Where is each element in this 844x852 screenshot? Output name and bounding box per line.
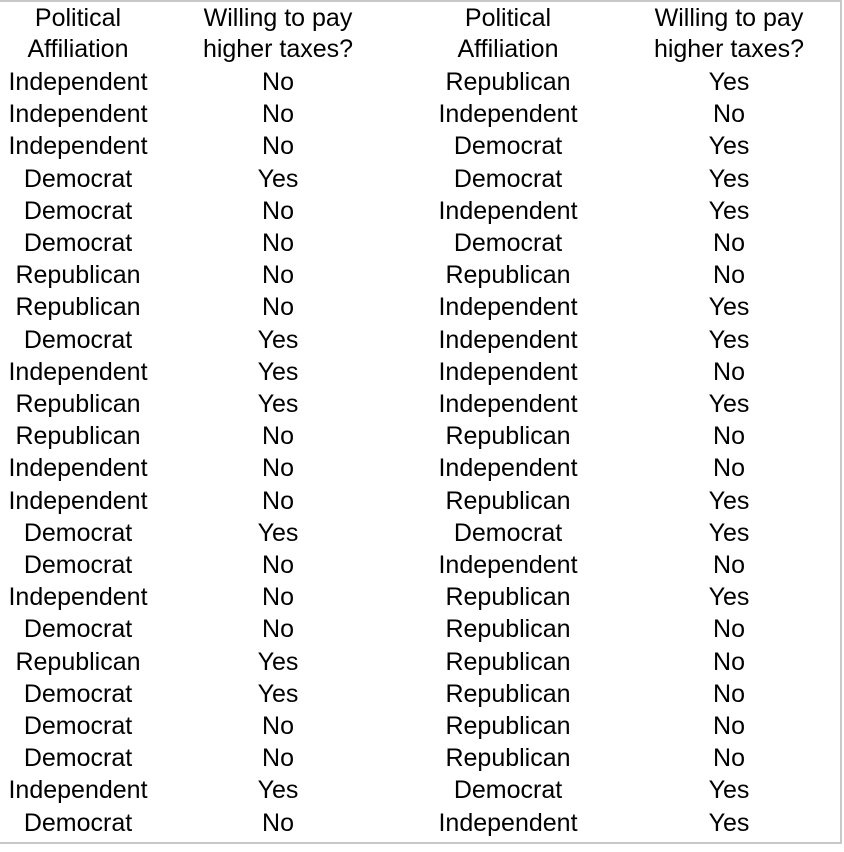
right-affiliation-cell: Independent: [438, 196, 578, 225]
left-affiliation-cell: Independent: [8, 132, 148, 161]
right-affiliation-cell: Republican: [445, 647, 571, 676]
left-taxes-cell: No: [262, 744, 294, 773]
left-affiliation-cell: Republican: [15, 390, 141, 419]
right-taxes-cell: Yes: [708, 325, 750, 354]
right-affiliation-cell: Republican: [445, 422, 571, 451]
table-row: [0, 356, 842, 388]
right-taxes-cell: Yes: [708, 132, 750, 161]
table-row: [0, 98, 842, 130]
right-taxes-cell: Yes: [708, 518, 750, 547]
left-affiliation-cell: Democrat: [23, 808, 133, 837]
header-row: [0, 2, 842, 66]
table-row: [0, 452, 842, 484]
header-line: Willing to pay: [203, 4, 353, 32]
header-line: Willing to pay: [654, 4, 804, 32]
left-taxes-cell: No: [262, 486, 294, 515]
right-affiliation-cell: Independent: [438, 325, 578, 354]
header-line: Affiliation: [27, 35, 129, 63]
header-line: Political: [464, 4, 552, 32]
table-row: [0, 774, 842, 806]
right-affiliation-cell: Independent: [438, 454, 578, 483]
left-affiliation-cell: Democrat: [23, 164, 133, 193]
right-taxes-cell: Yes: [708, 776, 750, 805]
left-affiliation-cell: Independent: [8, 486, 148, 515]
left-affiliation-cell: Independent: [8, 454, 148, 483]
right-taxes-cell: No: [713, 422, 745, 451]
left-taxes-cell: No: [262, 229, 294, 258]
right-affiliation-cell: Independent: [438, 100, 578, 129]
right-affiliation-cell: Republican: [445, 261, 571, 290]
right-taxes-cell: No: [713, 261, 745, 290]
table-row: [0, 195, 842, 227]
left-taxes-cell: Yes: [257, 164, 299, 193]
table-row: [0, 807, 842, 839]
table-row: [0, 163, 842, 195]
left-affiliation-cell: Republican: [15, 261, 141, 290]
left-affiliation-cell: Democrat: [23, 679, 133, 708]
left-affiliation-cell: Independent: [8, 68, 148, 96]
left-taxes-cell: Yes: [257, 679, 299, 708]
right-affiliation-cell: Republican: [445, 679, 571, 708]
left-taxes-cell: Yes: [257, 776, 299, 805]
right-affiliation-cell: Republican: [445, 712, 571, 741]
left-affiliation-cell: Democrat: [23, 196, 133, 225]
left-taxes-cell: No: [262, 196, 294, 225]
table-row: [0, 710, 842, 742]
left-taxes-cell: No: [262, 454, 294, 483]
header-right-taxes: [616, 2, 842, 66]
header-line: Political: [34, 4, 122, 32]
table-row: [0, 227, 842, 259]
right-affiliation-cell: Republican: [445, 583, 571, 612]
left-affiliation-cell: Republican: [15, 293, 141, 322]
header-line: higher taxes?: [653, 35, 805, 63]
right-affiliation-cell: Independent: [438, 551, 578, 580]
right-taxes-cell: No: [713, 647, 745, 676]
left-taxes-cell: Yes: [257, 518, 299, 547]
table-row: [0, 130, 842, 162]
left-affiliation-cell: Democrat: [23, 744, 133, 773]
left-affiliation-cell: Democrat: [23, 325, 133, 354]
left-affiliation-cell: Democrat: [23, 518, 133, 547]
header-left-taxes: [156, 2, 400, 66]
right-taxes-cell: Yes: [708, 293, 750, 322]
left-taxes-cell: No: [262, 615, 294, 644]
left-taxes-cell: No: [262, 100, 294, 129]
right-taxes-cell: No: [713, 615, 745, 644]
left-affiliation-cell: Republican: [15, 422, 141, 451]
right-taxes-cell: Yes: [708, 583, 750, 612]
left-taxes-cell: Yes: [257, 357, 299, 386]
table-body: [0, 66, 842, 839]
right-taxes-cell: Yes: [708, 390, 750, 419]
header-line: Affiliation: [457, 35, 559, 63]
table-row: [0, 549, 842, 581]
header-right-affiliation: [400, 2, 616, 66]
right-taxes-cell: No: [713, 357, 745, 386]
right-taxes-cell: No: [713, 551, 745, 580]
right-taxes-cell: No: [713, 744, 745, 773]
right-affiliation-cell: Republican: [445, 615, 571, 644]
left-taxes-cell: No: [262, 422, 294, 451]
table-row: [0, 678, 842, 710]
right-taxes-cell: Yes: [708, 68, 750, 96]
right-affiliation-cell: Independent: [438, 390, 578, 419]
left-affiliation-cell: Democrat: [23, 229, 133, 258]
left-taxes-cell: Yes: [257, 390, 299, 419]
right-affiliation-cell: Democrat: [453, 776, 563, 805]
right-affiliation-cell: Independent: [438, 357, 578, 386]
right-taxes-cell: No: [713, 712, 745, 741]
table-row: [0, 66, 842, 98]
right-affiliation-cell: Republican: [445, 744, 571, 773]
table-row: [0, 420, 842, 452]
affiliation-taxes-table: [0, 2, 842, 839]
right-taxes-cell: Yes: [708, 164, 750, 193]
right-affiliation-cell: Democrat: [453, 164, 563, 193]
right-taxes-cell: No: [713, 679, 745, 708]
left-taxes-cell: No: [262, 293, 294, 322]
left-taxes-cell: Yes: [257, 647, 299, 676]
left-affiliation-cell: Independent: [8, 776, 148, 805]
left-affiliation-cell: Independent: [8, 357, 148, 386]
left-taxes-cell: No: [262, 808, 294, 837]
right-taxes-cell: No: [713, 229, 745, 258]
left-taxes-cell: No: [262, 68, 294, 96]
header-line: higher taxes?: [202, 35, 354, 63]
table-row: [0, 742, 842, 774]
left-taxes-cell: No: [262, 583, 294, 612]
table-row: [0, 291, 842, 323]
table-row: [0, 324, 842, 356]
table-header: [0, 2, 842, 66]
left-taxes-cell: No: [262, 132, 294, 161]
right-affiliation-cell: Democrat: [453, 132, 563, 161]
left-affiliation-cell: Democrat: [23, 712, 133, 741]
right-affiliation-cell: Independent: [438, 293, 578, 322]
right-affiliation-cell: Democrat: [453, 229, 563, 258]
right-taxes-cell: No: [713, 100, 745, 129]
left-taxes-cell: No: [262, 261, 294, 290]
left-affiliation-cell: Independent: [8, 583, 148, 612]
right-affiliation-cell: Independent: [438, 808, 578, 837]
table-row: [0, 646, 842, 678]
right-affiliation-cell: Democrat: [453, 518, 563, 547]
left-affiliation-cell: Democrat: [23, 615, 133, 644]
right-affiliation-cell: Republican: [445, 486, 571, 515]
right-taxes-cell: Yes: [708, 486, 750, 515]
left-affiliation-cell: Republican: [15, 647, 141, 676]
left-taxes-cell: No: [262, 712, 294, 741]
right-taxes-cell: Yes: [708, 196, 750, 225]
table-row: [0, 388, 842, 420]
right-taxes-cell: No: [713, 454, 745, 483]
table-row: [0, 613, 842, 645]
table-row: [0, 259, 842, 291]
left-affiliation-cell: Independent: [8, 100, 148, 129]
left-affiliation-cell: Democrat: [23, 551, 133, 580]
table-row: [0, 517, 842, 549]
header-left-affiliation: [0, 2, 156, 66]
table-row: [0, 485, 842, 517]
table-row: [0, 581, 842, 613]
left-taxes-cell: Yes: [257, 325, 299, 354]
right-taxes-cell: Yes: [708, 808, 750, 837]
right-affiliation-cell: Republican: [445, 68, 571, 96]
left-taxes-cell: No: [262, 551, 294, 580]
